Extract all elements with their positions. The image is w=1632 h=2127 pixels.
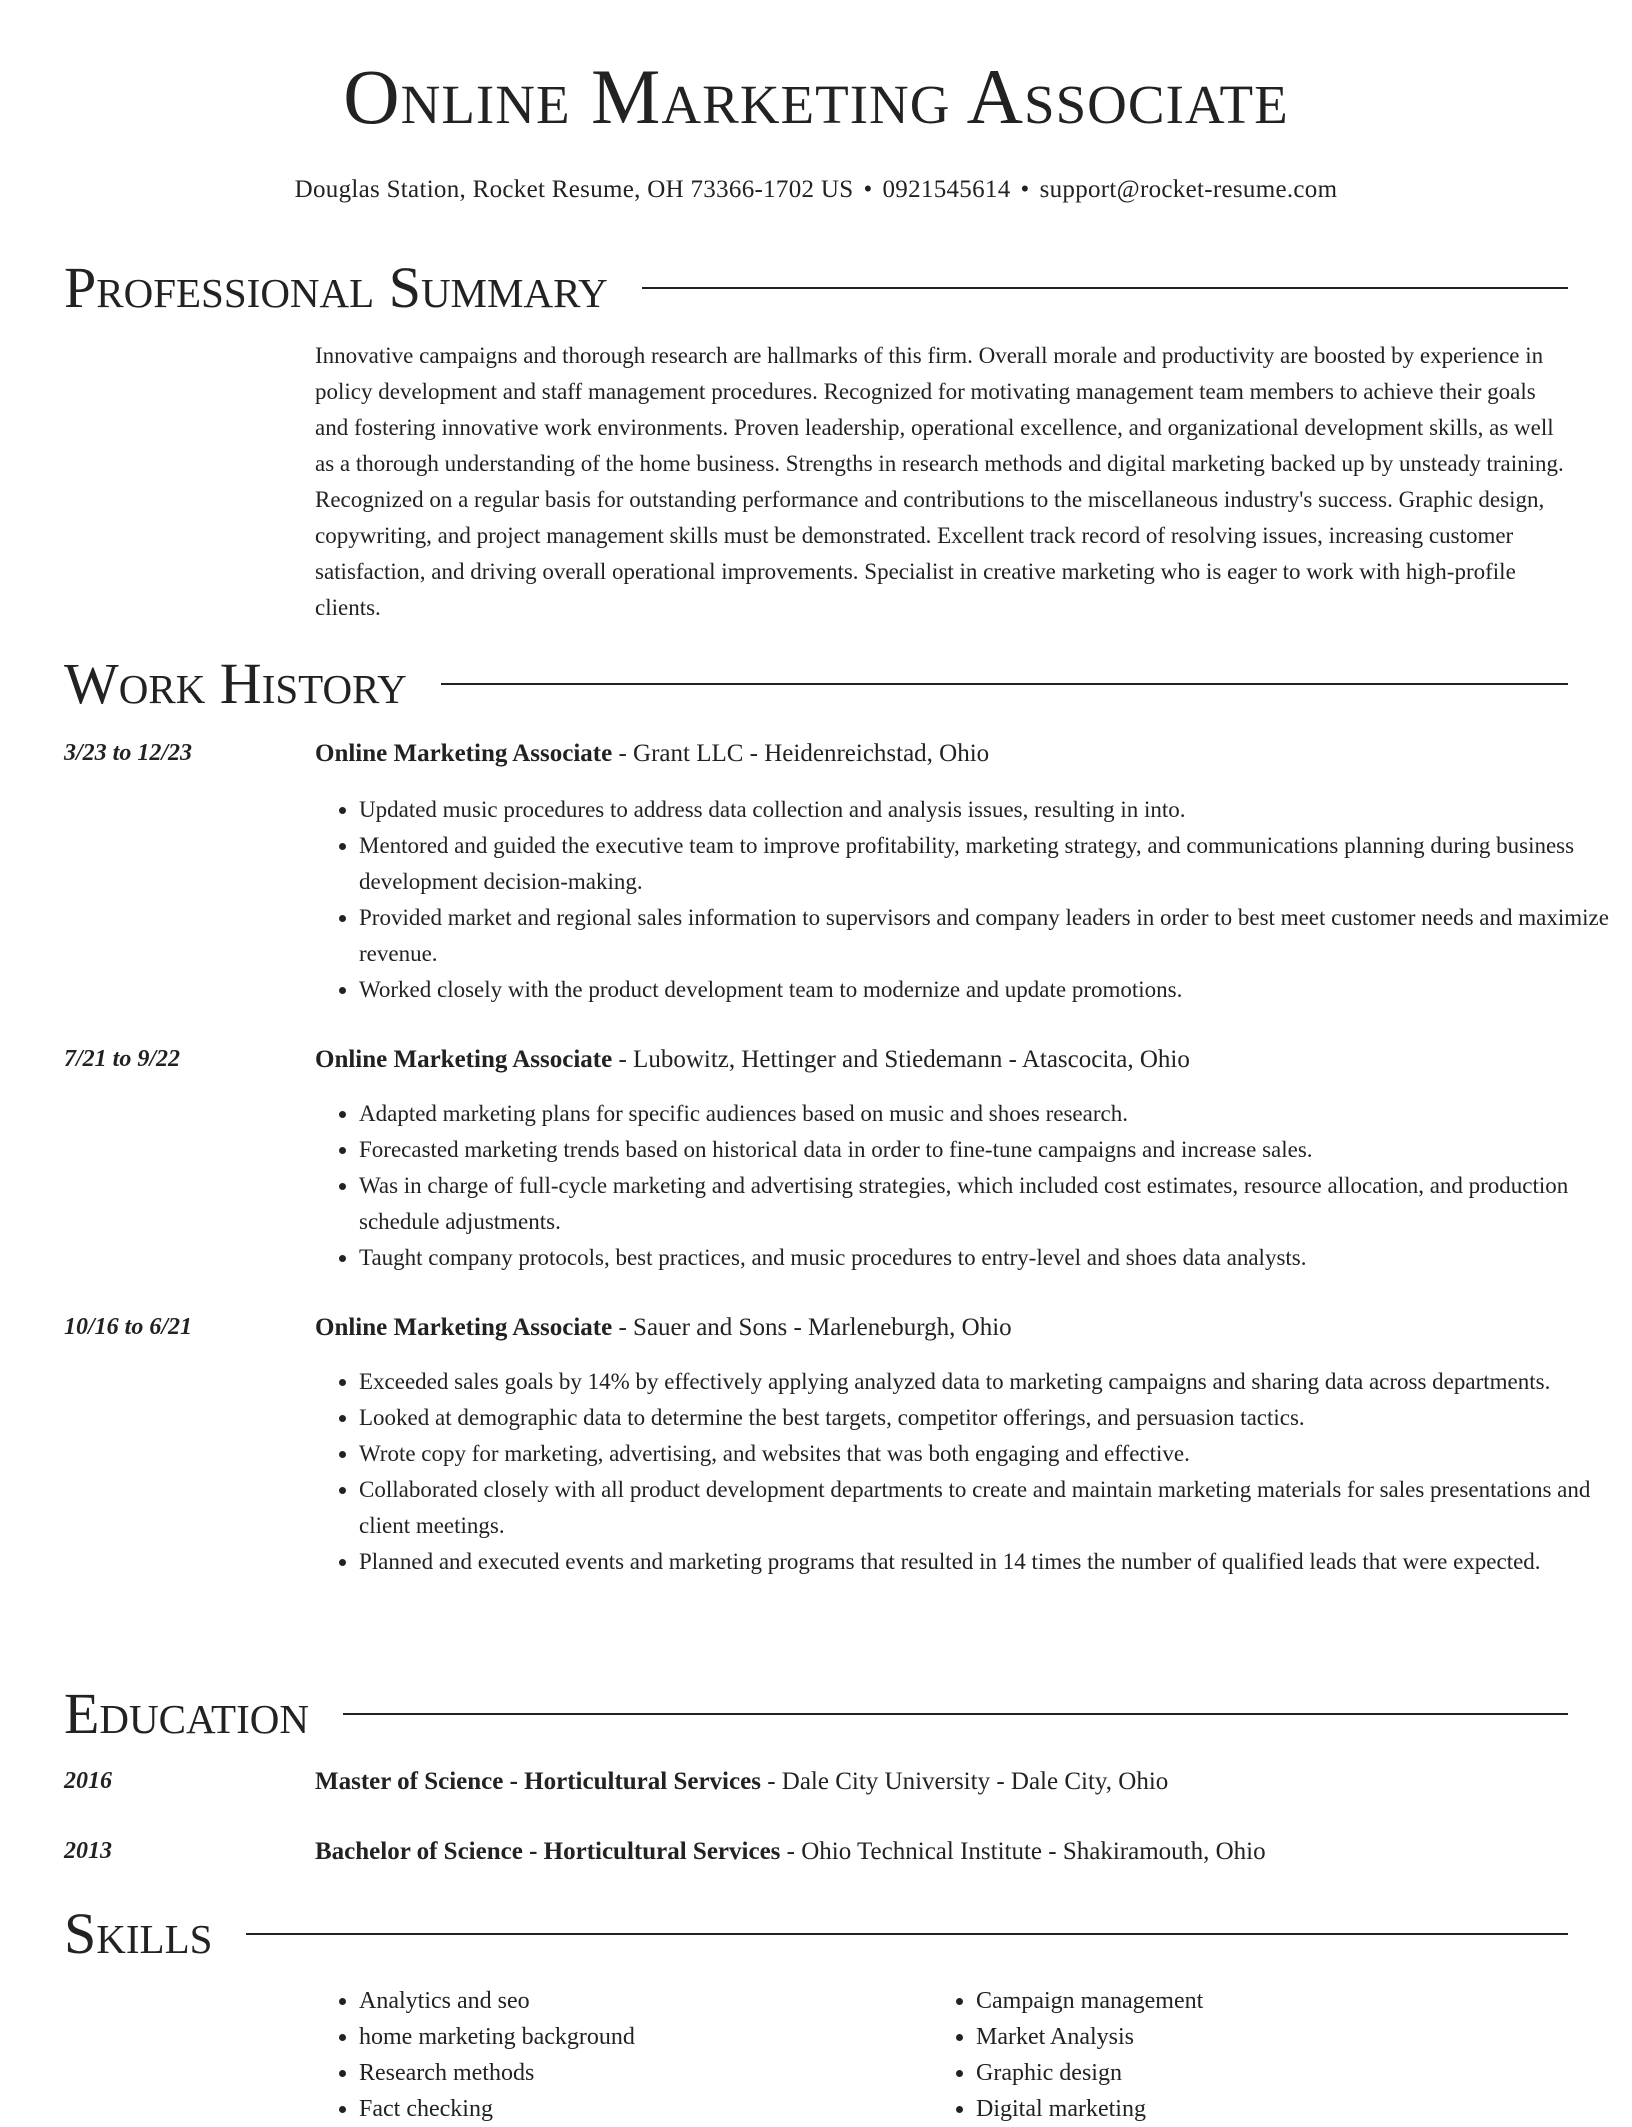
- education-year: 2013: [64, 1838, 112, 1864]
- job-heading: [315, 1046, 1570, 1074]
- education-section-header: [64, 1681, 1568, 1746]
- skill-item: • Analytics and seo: [359, 1983, 959, 2019]
- job-dates: 7/21 to 9/22: [64, 1046, 181, 1072]
- job-bullet: • Adapted marketing plans for specific audiences based on music and shoes research.: [359, 1096, 1614, 1132]
- contact-separator: •: [863, 176, 873, 203]
- skill-item: • Research methods: [359, 2055, 959, 2091]
- job-bullet: • Forecasted marketing trends based on historical data in order to fine-tune campaigns and increase sales.: [359, 1132, 1614, 1168]
- skill-item: • Digital marketing: [976, 2091, 1576, 2127]
- summary-section-header: [64, 255, 1568, 320]
- job-bullet: • Worked closely with the product development team to modernize and update promotions.: [359, 972, 1614, 1008]
- skill-item: • Campaign management: [976, 1983, 1576, 2019]
- education-details: - Ohio Technical Institute - Shakiramouth, Ohio: [780, 1838, 1266, 1865]
- job-bullets: [315, 792, 1614, 1008]
- job-heading: [315, 740, 1570, 768]
- job-dates: 10/16 to 6/21: [64, 1314, 193, 1340]
- section-divider: [441, 683, 1568, 685]
- resume-title: Online Marketing Associate: [343, 53, 1289, 140]
- education-degree: Master of Science - Horticultural Services: [315, 1768, 761, 1795]
- section-divider: [343, 1713, 1568, 1715]
- job-bullet: • Planned and executed events and marketing programs that resulted in 14 times the number of qualified leads that were expected.: [359, 1544, 1614, 1580]
- job-bullet: • Taught company protocols, best practices, and music procedures to entry-level and shoes data analysts.: [359, 1240, 1614, 1276]
- skill-item: • Fact checking: [359, 2091, 959, 2127]
- job-title: Online Marketing Associate: [315, 1046, 613, 1073]
- work-heading: Work History: [64, 651, 407, 716]
- job-details: - Lubowitz, Hettinger and Stiedemann - Atascocita, Ohio: [612, 1046, 1190, 1073]
- job-bullet: • Mentored and guided the executive team to improve profitability, marketing strategy, and communications planning during business development decision-making.: [359, 828, 1614, 900]
- job-bullet: • Wrote copy for marketing, advertising, and websites that was both engaging and effective.: [359, 1436, 1614, 1472]
- contact-separator: •: [1020, 176, 1030, 203]
- summary-heading: Professional Summary: [64, 255, 608, 320]
- job-bullet: • Updated music procedures to address data collection and analysis issues, resulting in into.: [359, 792, 1614, 828]
- skill-item: • home marketing background: [359, 2019, 959, 2055]
- summary-text: Innovative campaigns and thorough research are hallmarks of this firm. Overall morale and productivity are boosted by experience in policy development and staff management procedures. Recognized for motivating management team members to achieve their goals and fostering innovative work environments. Proven leadership, operational excellence, and organizational development skills, as well as a thorough understanding of the home business. Strengths in research methods and digital marketing backed up by unsteady training. Recognized on a regular basis for outstanding performance and contributions to the miscellaneous industry's success. Graphic design, copywriting, and project management skills must be demonstrated. Excellent track record of resolving issues, increasing customer satisfaction, and driving overall operational improvements. Specialist in creative marketing who is eager to work with high-profile clients.: [315, 343, 1564, 620]
- job-bullet: • Collaborated closely with all product development departments to create and maintain marketing materials for sales presentations and client meetings.: [359, 1472, 1614, 1544]
- contact-phone: 0921545614: [882, 176, 1011, 203]
- job-bullet: • Exceeded sales goals by 14% by effectively applying analyzed data to marketing campaigns and sharing data across departments.: [359, 1364, 1614, 1400]
- job-details: - Grant LLC - Heidenreichstad, Ohio: [612, 740, 990, 767]
- contact-line: [0, 176, 1632, 204]
- contact-address: Douglas Station, Rocket Resume, OH 73366-1702 US: [294, 176, 854, 203]
- skills-list-left: [315, 1983, 959, 2127]
- job-details: - Sauer and Sons - Marleneburgh, Ohio: [612, 1314, 1012, 1341]
- job-bullet: • Looked at demographic data to determine the best targets, competitor offerings, and persuasion tactics.: [359, 1400, 1614, 1436]
- job-heading: [315, 1314, 1570, 1342]
- skills-section-header: [64, 1901, 1568, 1966]
- education-details: - Dale City University - Dale City, Ohio: [760, 1768, 1169, 1795]
- skill-item: • Market Analysis: [976, 2019, 1576, 2055]
- education-degree: Bachelor of Science - Horticultural Services: [315, 1838, 781, 1865]
- job-bullet: • Was in charge of full-cycle marketing and advertising strategies, which included cost estimates, resource allocation, and production schedule adjustments.: [359, 1168, 1614, 1240]
- education-entry: [315, 1838, 1266, 1866]
- section-divider: [246, 1933, 1568, 1935]
- skill-item: • Graphic design: [976, 2055, 1576, 2091]
- job-bullets: [315, 1096, 1614, 1276]
- education-entry: [315, 1768, 1168, 1796]
- job-bullets: [315, 1364, 1614, 1580]
- skills-heading: Skills: [64, 1901, 213, 1966]
- section-divider: [642, 287, 1568, 289]
- job-title: Online Marketing Associate: [315, 1314, 613, 1341]
- job-dates: 3/23 to 12/23: [64, 740, 193, 766]
- skills-list-right: [932, 1983, 1576, 2127]
- education-year: 2016: [64, 1768, 112, 1794]
- job-bullet: • Provided market and regional sales information to supervisors and company leaders in order to best meet customer needs and maximize revenue.: [359, 900, 1614, 972]
- education-heading: Education: [64, 1681, 309, 1746]
- job-title: Online Marketing Associate: [315, 740, 613, 767]
- work-section-header: [64, 651, 1568, 716]
- contact-email: support@rocket-resume.com: [1039, 176, 1338, 203]
